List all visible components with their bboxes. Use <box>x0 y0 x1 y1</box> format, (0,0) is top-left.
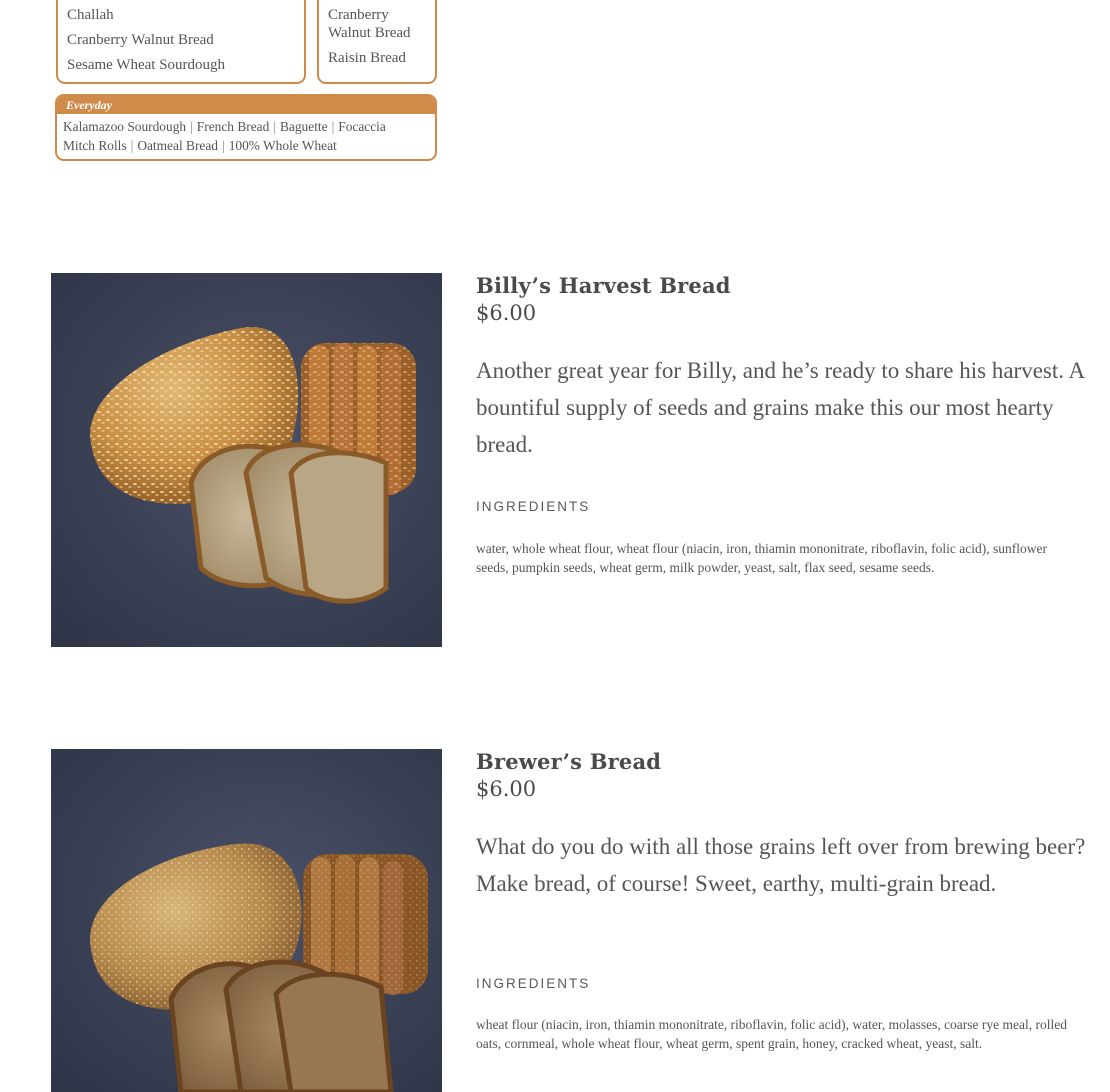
product-price: $6.00 <box>476 301 537 325</box>
ingredients-label: INGREDIENTS <box>476 499 591 514</box>
everyday-line-1: Kalamazoo Sourdough | French Bread | Baguette | Focaccia <box>63 119 386 134</box>
schedule-box-left <box>56 0 306 84</box>
ingredients-label: INGREDIENTS <box>476 976 591 991</box>
everyday-item: 100% Whole Wheat <box>228 138 337 153</box>
product-image[interactable] <box>51 749 442 1092</box>
everyday-item: Focaccia <box>338 119 386 134</box>
schedule-item: Cranberry Walnut Bread <box>328 7 411 41</box>
schedule-item: Challah <box>67 7 114 23</box>
product-price: $6.00 <box>476 777 537 801</box>
schedule-item: Cranberry Walnut Bread <box>67 32 214 48</box>
everyday-item: French Bread <box>196 119 270 134</box>
everyday-item: Baguette <box>279 119 328 134</box>
everyday-item: Kalamazoo Sourdough <box>63 119 187 134</box>
everyday-item: Oatmeal Bread <box>137 138 218 153</box>
bread-illustration <box>51 273 442 647</box>
everyday-line-2: Mitch Rolls | Oatmeal Bread | 100% Whole Wheat <box>63 138 337 153</box>
ingredients-text: water, whole wheat flour, wheat flour (niacin, iron, thiamin mononitrate, riboflavin, folic acid), sunflower seeds, pumpkin seeds, wheat germ, milk powder, yeast, salt, flax seed, sesame seeds. <box>476 541 1047 575</box>
product-title[interactable]: Billy’s Harvest Bread <box>476 273 731 298</box>
ingredients-text: wheat flour (niacin, iron, thiamin mononitrate, riboflavin, folic acid), water, molasses, coarse rye meal, rolled oats, cornmeal, whole wheat flour, wheat germ, spent grain, honey, cracked wheat, yeast, salt. <box>476 1017 1068 1051</box>
schedule-box-right <box>317 0 437 84</box>
schedule-item: Raisin Bread <box>328 50 406 66</box>
everyday-item: Mitch Rolls <box>63 138 127 153</box>
product-title[interactable]: Brewer’s Bread <box>476 749 662 774</box>
product-description: Another great year for Billy, and he’s ready to share his harvest. A bountiful supply of seeds and grains make this our most hearty bread. <box>476 358 1084 457</box>
everyday-title: Everyday <box>57 96 435 114</box>
schedule-item: Sesame Wheat Sourdough <box>67 57 226 73</box>
bread-illustration <box>51 749 442 1092</box>
product-description: What do you do with all those grains left over from brewing beer? Make bread, of course! Sweet, earthy, multi-grain bread. <box>476 834 1086 896</box>
everyday-box <box>55 94 437 161</box>
product-image[interactable] <box>51 273 442 647</box>
